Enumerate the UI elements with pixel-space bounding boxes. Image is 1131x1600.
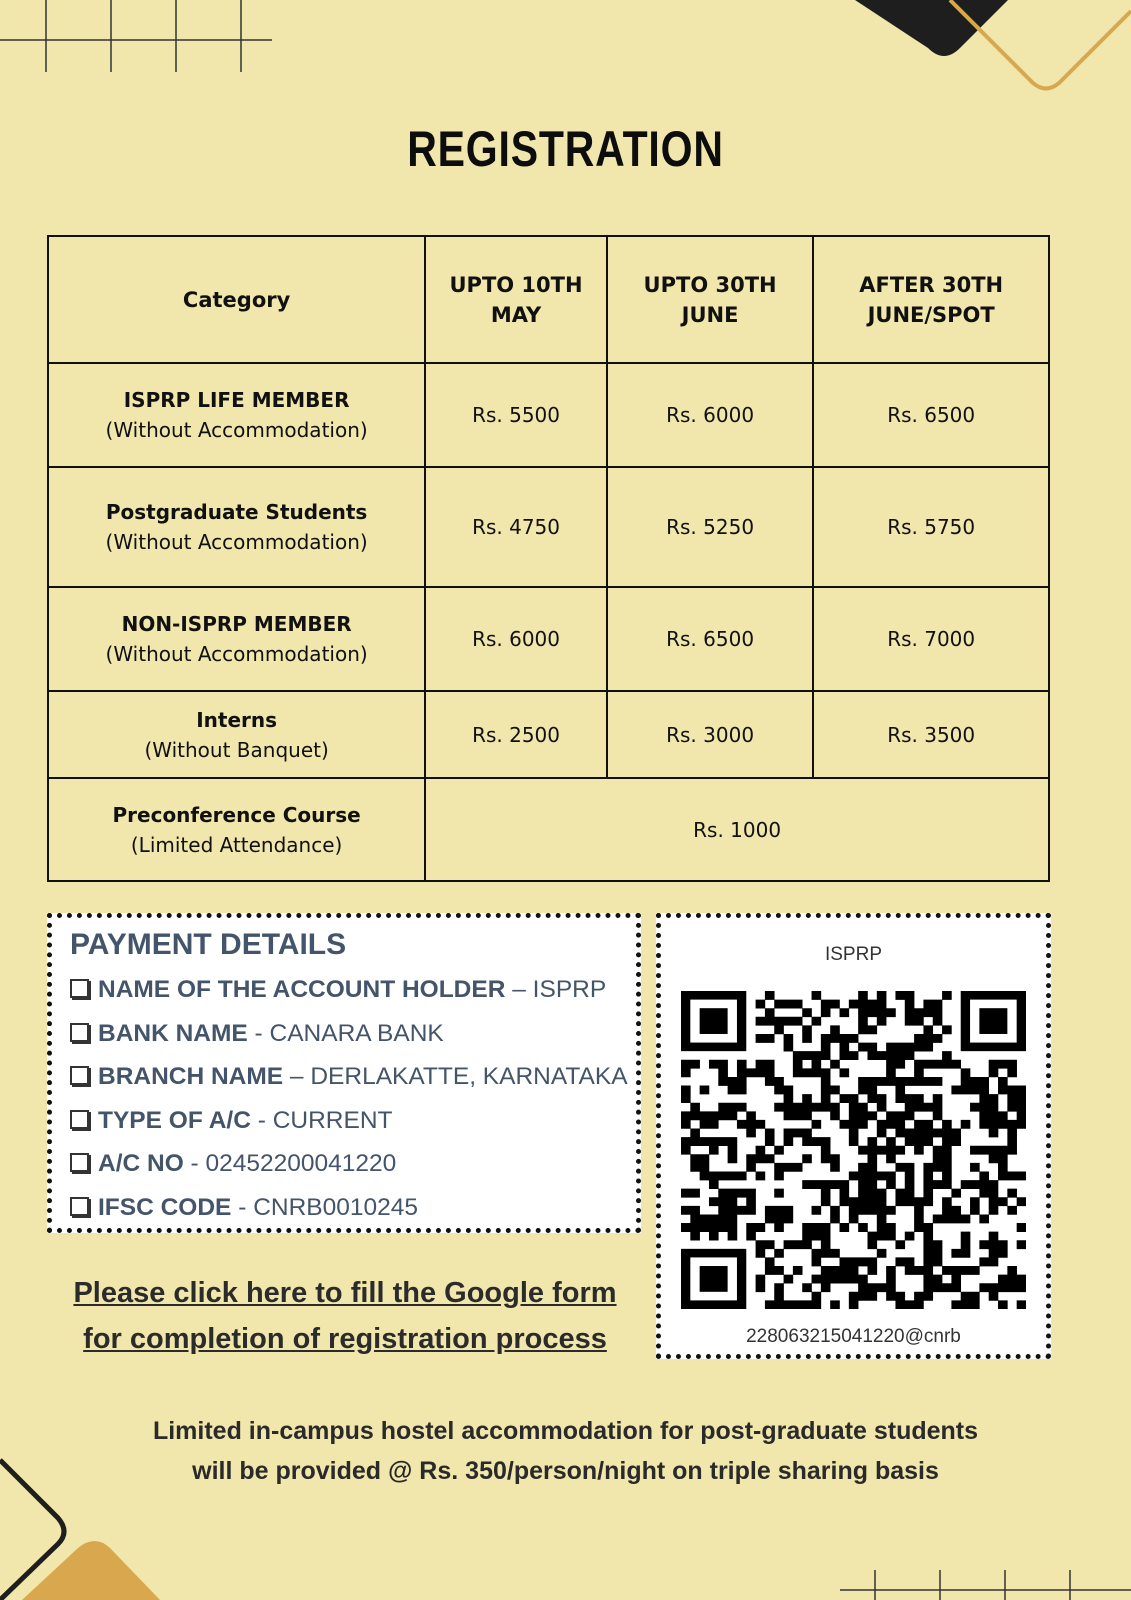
payment-details-box bbox=[47, 913, 641, 1233]
payment-item bbox=[70, 1099, 636, 1143]
category-name: ISPRP LIFE MEMBER bbox=[123, 388, 350, 412]
payment-value: DERLAKATTE, KARNATAKA bbox=[310, 1063, 628, 1090]
category-cell bbox=[48, 587, 425, 691]
checkbox-bullet-icon bbox=[70, 979, 89, 998]
upi-id: 228063215041220@cnrb bbox=[746, 1326, 961, 1347]
category-note: (Without Accommodation) bbox=[105, 642, 368, 666]
payment-label: BRANCH NAME bbox=[98, 1063, 284, 1090]
payment-separator: – bbox=[283, 1063, 311, 1090]
note-line: Limited in-campus hostel accommodation for post-graduate students bbox=[152, 1417, 979, 1445]
checkbox-bullet-icon bbox=[70, 1197, 89, 1216]
category-name: Preconference Course bbox=[112, 802, 361, 827]
qr-payee-label: ISPRP bbox=[824, 944, 883, 965]
google-form-link[interactable] bbox=[40, 1270, 650, 1362]
category-note: (Limited Attendance) bbox=[130, 832, 343, 857]
category-note: (Without Banquet) bbox=[144, 737, 329, 762]
payment-label: NAME OF THE ACCOUNT HOLDER bbox=[98, 976, 506, 1003]
table-row bbox=[48, 691, 1049, 778]
table-row bbox=[48, 778, 1049, 881]
fee-cell: Rs. 1000 bbox=[425, 778, 1049, 881]
payment-separator: - bbox=[250, 1106, 273, 1134]
category-cell bbox=[48, 691, 425, 778]
payment-value: 02452200041220 bbox=[205, 1150, 397, 1177]
accommodation-note bbox=[0, 1412, 1131, 1491]
table-row bbox=[48, 587, 1049, 691]
payment-label: A/C NO bbox=[98, 1150, 184, 1177]
payment-separator: - bbox=[183, 1150, 206, 1177]
column-header: UPTO 30TH JUNE bbox=[607, 236, 814, 363]
payment-item bbox=[70, 1012, 636, 1056]
payment-value: CANARA BANK bbox=[269, 1019, 444, 1047]
fee-cell: Rs. 6500 bbox=[607, 587, 814, 691]
category-cell bbox=[48, 467, 425, 587]
payment-label: BANK NAME bbox=[98, 1019, 248, 1047]
column-header: Category bbox=[48, 236, 425, 363]
qr-code-image[interactable] bbox=[681, 991, 1026, 1309]
fee-cell: Rs. 2500 bbox=[425, 691, 607, 778]
checkbox-bullet-icon bbox=[70, 1153, 89, 1172]
payment-item bbox=[70, 968, 636, 1012]
payment-separator: - bbox=[231, 1193, 254, 1221]
table-header-row bbox=[48, 236, 1049, 363]
category-cell bbox=[48, 778, 425, 881]
qr-finder-pattern bbox=[681, 991, 746, 1051]
form-link-line[interactable]: for completion of registration process bbox=[83, 1323, 607, 1355]
page-title: REGISTRATION bbox=[407, 121, 724, 177]
payment-separator: – bbox=[505, 976, 533, 1003]
payment-item bbox=[70, 1055, 636, 1099]
fee-cell: Rs. 5500 bbox=[425, 363, 607, 467]
payment-value: CNRB0010245 bbox=[253, 1193, 418, 1221]
fee-cell: Rs. 6500 bbox=[813, 363, 1049, 467]
fee-cell: Rs. 6000 bbox=[425, 587, 607, 691]
category-name: Interns bbox=[196, 707, 278, 732]
payment-value: CURRENT bbox=[272, 1106, 393, 1134]
category-name: NON-ISPRP MEMBER bbox=[121, 612, 352, 636]
top-right-diamond-decoration bbox=[850, 0, 1131, 100]
checkbox-bullet-icon bbox=[70, 1110, 89, 1129]
payment-item bbox=[70, 1142, 636, 1186]
category-note: (Without Accommodation) bbox=[105, 418, 368, 442]
payment-item bbox=[70, 1186, 636, 1230]
payment-label: TYPE OF A/C bbox=[98, 1106, 251, 1134]
qr-finder-pattern bbox=[681, 1249, 746, 1309]
registration-fee-table bbox=[47, 235, 1050, 882]
fee-cell: Rs. 5250 bbox=[607, 467, 814, 587]
fee-cell: Rs. 4750 bbox=[425, 467, 607, 587]
upi-qr-box bbox=[656, 913, 1051, 1359]
note-line: will be provided @ Rs. 350/person/night on triple sharing basis bbox=[192, 1456, 939, 1485]
category-cell bbox=[48, 363, 425, 467]
qr-finder-pattern bbox=[961, 991, 1026, 1051]
bottom-right-grid-decoration bbox=[840, 1570, 1131, 1600]
table-row bbox=[48, 467, 1049, 587]
payment-label: IFSC CODE bbox=[98, 1193, 232, 1221]
column-header: AFTER 30TH JUNE/SPOT bbox=[813, 236, 1049, 363]
fee-cell: Rs. 5750 bbox=[813, 467, 1049, 587]
fee-cell: Rs. 7000 bbox=[813, 587, 1049, 691]
column-header: UPTO 10TH MAY bbox=[425, 236, 607, 363]
table-row bbox=[48, 363, 1049, 467]
category-note: (Without Accommodation) bbox=[105, 530, 368, 554]
fee-cell: Rs. 3000 bbox=[607, 691, 814, 778]
payment-heading: PAYMENT DETAILS bbox=[70, 928, 347, 961]
category-name: Postgraduate Students bbox=[105, 500, 368, 524]
payment-separator: - bbox=[247, 1019, 270, 1047]
checkbox-bullet-icon bbox=[70, 1066, 89, 1085]
form-link-line[interactable]: Please click here to fill the Google form bbox=[73, 1277, 617, 1309]
top-left-grid-decoration bbox=[0, 0, 280, 80]
fee-cell: Rs. 6000 bbox=[607, 363, 814, 467]
payment-value: ISPRP bbox=[532, 976, 607, 1003]
fee-cell: Rs. 3500 bbox=[813, 691, 1049, 778]
checkbox-bullet-icon bbox=[70, 1023, 89, 1042]
